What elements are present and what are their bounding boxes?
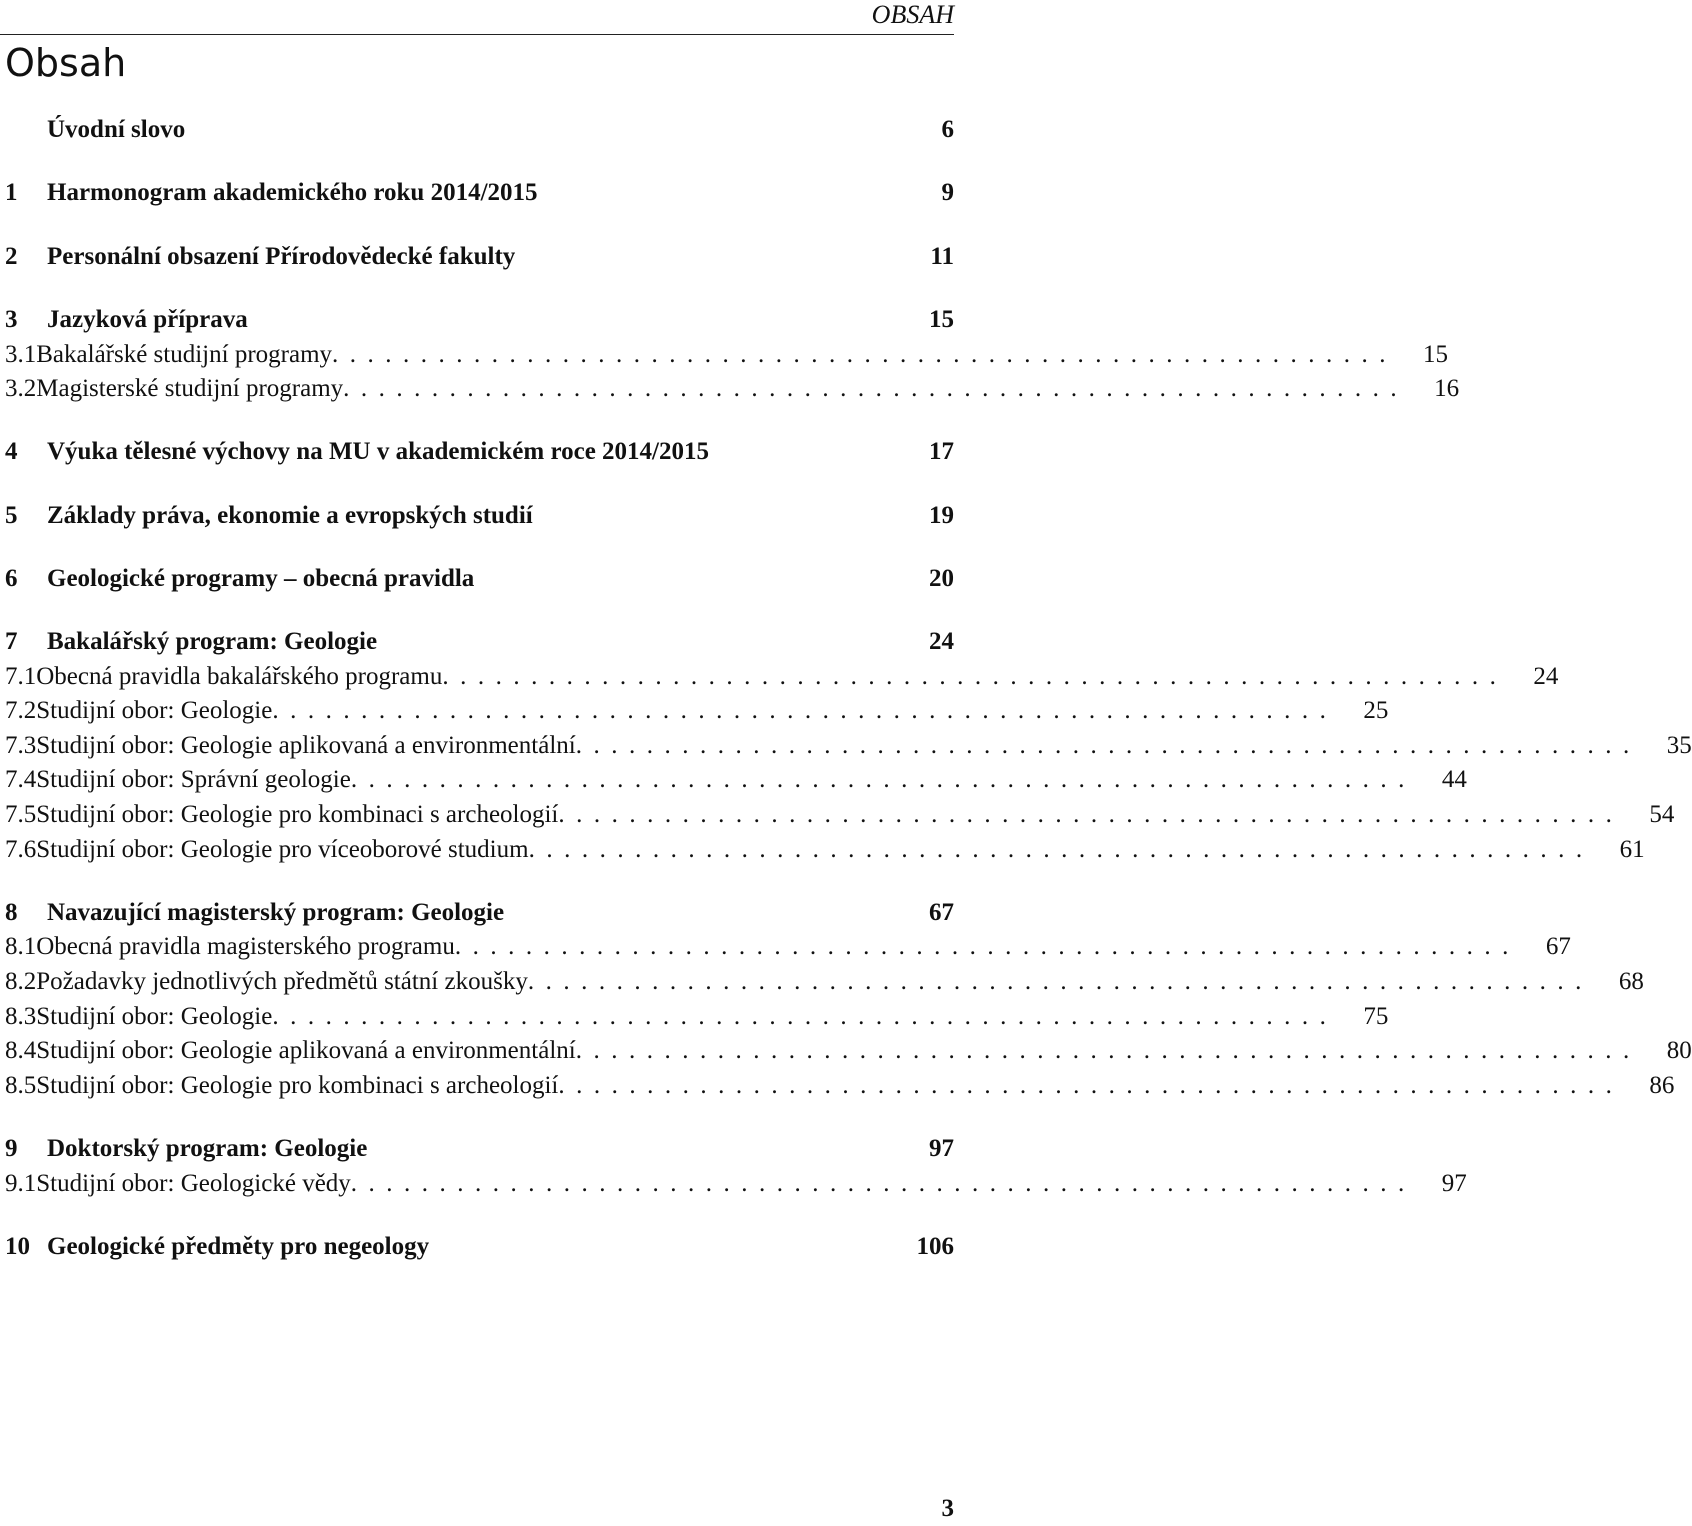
toc-entry-title: Navazující magisterský program: Geologie — [47, 899, 505, 926]
toc-chapter-number: 3 — [5, 306, 18, 333]
toc-section-row[interactable] — [5, 1069, 1675, 1103]
toc-page-number: 97 — [1441, 1170, 1467, 1197]
toc-section-number: 8.3 — [5, 1003, 37, 1030]
toc-chapter-row[interactable] — [5, 240, 954, 274]
toc-entry-title: Geologické programy – obecná pravidla — [47, 565, 475, 592]
toc-dot-leader: ............................................................ — [528, 836, 1594, 863]
toc-page-number: 24 — [929, 628, 954, 655]
toc-dot-leader: ............................................................ — [272, 1003, 1338, 1030]
toc-entry-title: Doktorský program: Geologie — [47, 1135, 368, 1162]
toc-page-number: 106 — [916, 1233, 954, 1260]
toc-entry-title: Studijní obor: Geologie pro kombinaci s archeologií — [36, 1072, 559, 1099]
toc-page-number: 9 — [941, 179, 954, 206]
toc-entry-title: Úvodní slovo — [47, 116, 186, 143]
toc-section-row[interactable] — [5, 729, 1692, 763]
toc-chapter-row[interactable] — [5, 435, 954, 469]
toc-section-row[interactable] — [5, 833, 1645, 867]
toc-section-number: 7.5 — [5, 801, 37, 828]
toc-section-row[interactable] — [5, 1167, 1467, 1201]
toc-entry-title: Studijní obor: Geologie aplikovaná a environmentální — [36, 1037, 576, 1064]
toc-section-number: 7.2 — [5, 697, 37, 724]
toc-dot-leader: ............................................................ — [343, 375, 1409, 402]
toc-chapter-number: 7 — [5, 628, 18, 655]
toc-page-number: 75 — [1363, 1003, 1389, 1030]
toc-section-row[interactable] — [5, 763, 1467, 797]
toc-section-row[interactable] — [5, 694, 1389, 728]
toc-page-number: 15 — [1423, 341, 1449, 368]
toc-entry-title: Geologické předměty pro negeology — [47, 1233, 430, 1260]
toc-chapter-row[interactable] — [5, 896, 954, 930]
toc-page-number: 68 — [1618, 968, 1644, 995]
toc-chapter-row[interactable] — [5, 1132, 954, 1166]
toc-section-number: 3.1 — [5, 341, 37, 368]
toc-page-number: 54 — [1649, 801, 1675, 828]
toc-page-number: 80 — [1666, 1037, 1692, 1064]
toc-page-number: 44 — [1441, 766, 1467, 793]
toc-dot-leader: ............................................................ — [332, 341, 1398, 368]
toc-dot-leader: ............................................................ — [558, 1072, 1624, 1099]
toc-dot-leader: ............................................................ — [350, 766, 1416, 793]
toc-entry-title: Jazyková příprava — [47, 306, 248, 333]
toc-section-number: 3.2 — [5, 375, 37, 402]
toc-entry-title: Studijní obor: Geologie pro víceoborové studium — [36, 836, 529, 863]
toc-section-row[interactable] — [5, 930, 1571, 964]
toc-entry-title: Obecná pravidla bakalářského programu — [36, 663, 443, 690]
toc-chapter-row[interactable] — [5, 176, 954, 210]
toc-chapter-number: 8 — [5, 899, 18, 926]
toc-chapter-number: 5 — [5, 502, 18, 529]
toc-dot-leader: ............................................................ — [442, 663, 1508, 690]
toc-entry-title: Výuka tělesné výchovy na MU v akademickém roce 2014/2015 — [47, 438, 709, 465]
toc-section-row[interactable] — [5, 1034, 1692, 1068]
toc-page-number: 97 — [929, 1135, 954, 1162]
toc-section-row[interactable] — [5, 798, 1675, 832]
toc-section-number: 7.1 — [5, 663, 37, 690]
toc-page-number: 24 — [1533, 663, 1559, 690]
toc-section-number: 8.5 — [5, 1072, 37, 1099]
toc-page-number: 11 — [930, 243, 954, 270]
toc-entry-title: Bakalářský program: Geologie — [47, 628, 378, 655]
toc-entry-title: Studijní obor: Geologie aplikovaná a environmentální — [36, 732, 576, 759]
toc-chapter-row[interactable] — [5, 1230, 954, 1264]
toc-entry-title: Studijní obor: Geologie — [36, 1003, 273, 1030]
toc-entry-title: Základy práva, ekonomie a evropských studií — [47, 502, 533, 529]
running-title: OBSAH — [871, 0, 954, 29]
toc-chapter-number: 9 — [5, 1135, 18, 1162]
toc-section-number: 9.1 — [5, 1170, 37, 1197]
toc-page-number: 19 — [929, 502, 954, 529]
toc-chapter-number: 1 — [5, 179, 18, 206]
toc-dot-leader: ............................................................ — [575, 732, 1641, 759]
toc-page-number: 61 — [1619, 836, 1645, 863]
toc-entry-title: Studijní obor: Geologie — [36, 697, 273, 724]
toc-chapter-number: 2 — [5, 243, 18, 270]
toc-entry-title: Harmonogram akademického roku 2014/2015 — [47, 179, 538, 206]
toc-section-number: 7.4 — [5, 766, 37, 793]
toc-chapter-number: 6 — [5, 565, 18, 592]
toc-section-number: 8.4 — [5, 1037, 37, 1064]
toc-section-row[interactable] — [5, 660, 1559, 694]
toc-page-number: 16 — [1434, 375, 1460, 402]
page-title: Obsah — [5, 41, 127, 85]
page-number: 3 — [941, 1495, 954, 1522]
toc-dot-leader: ............................................................ — [575, 1037, 1641, 1064]
toc-chapter-row[interactable] — [5, 303, 954, 337]
toc-entry-title: Studijní obor: Správní geologie — [36, 766, 351, 793]
toc-section-number: 7.3 — [5, 732, 37, 759]
running-header — [0, 0, 954, 35]
toc-entry-title: Obecná pravidla magisterského programu — [36, 933, 455, 960]
toc-section-row[interactable] — [5, 372, 1460, 406]
toc-entry-title: Studijní obor: Geologické vědy — [36, 1170, 351, 1197]
toc-chapter-row[interactable] — [5, 113, 954, 147]
toc-entry-title: Personální obsazení Přírodovědecké fakulty — [47, 243, 516, 270]
toc-section-number: 8.1 — [5, 933, 37, 960]
toc-page-number: 25 — [1363, 697, 1389, 724]
toc-entry-title: Bakalářské studijní programy — [36, 341, 333, 368]
toc-page-number: 15 — [929, 306, 954, 333]
toc-section-row[interactable] — [5, 1000, 1389, 1034]
toc-page-number: 67 — [929, 899, 954, 926]
toc-chapter-number: 10 — [5, 1233, 30, 1260]
toc-chapter-number: 4 — [5, 438, 18, 465]
toc-dot-leader: ............................................................ — [527, 968, 1593, 995]
toc-page-number: 67 — [1545, 933, 1571, 960]
toc-page-number: 20 — [929, 565, 954, 592]
toc-entry-title: Požadavky jednotlivých předmětů státní zkoušky — [36, 968, 528, 995]
toc-page-number: 86 — [1649, 1072, 1675, 1099]
toc-section-row[interactable] — [5, 965, 1644, 999]
toc-page-number: 6 — [941, 116, 954, 143]
toc-entry-title: Studijní obor: Geologie pro kombinaci s archeologií — [36, 801, 559, 828]
toc-chapter-row[interactable] — [5, 562, 954, 596]
toc-section-number: 8.2 — [5, 968, 37, 995]
toc-chapter-row[interactable] — [5, 499, 954, 533]
toc-dot-leader: ............................................................ — [272, 697, 1338, 724]
toc-section-number: 7.6 — [5, 836, 37, 863]
toc-dot-leader: ............................................................ — [350, 1170, 1416, 1197]
toc-page-number: 17 — [929, 438, 954, 465]
toc-dot-leader: ............................................................ — [558, 801, 1624, 828]
toc-section-row[interactable] — [5, 338, 1449, 372]
toc-dot-leader: ............................................................ — [454, 933, 1520, 960]
toc-page-number: 35 — [1666, 732, 1692, 759]
toc-chapter-row[interactable] — [5, 625, 954, 659]
toc-entry-title: Magisterské studijní programy — [36, 375, 344, 402]
